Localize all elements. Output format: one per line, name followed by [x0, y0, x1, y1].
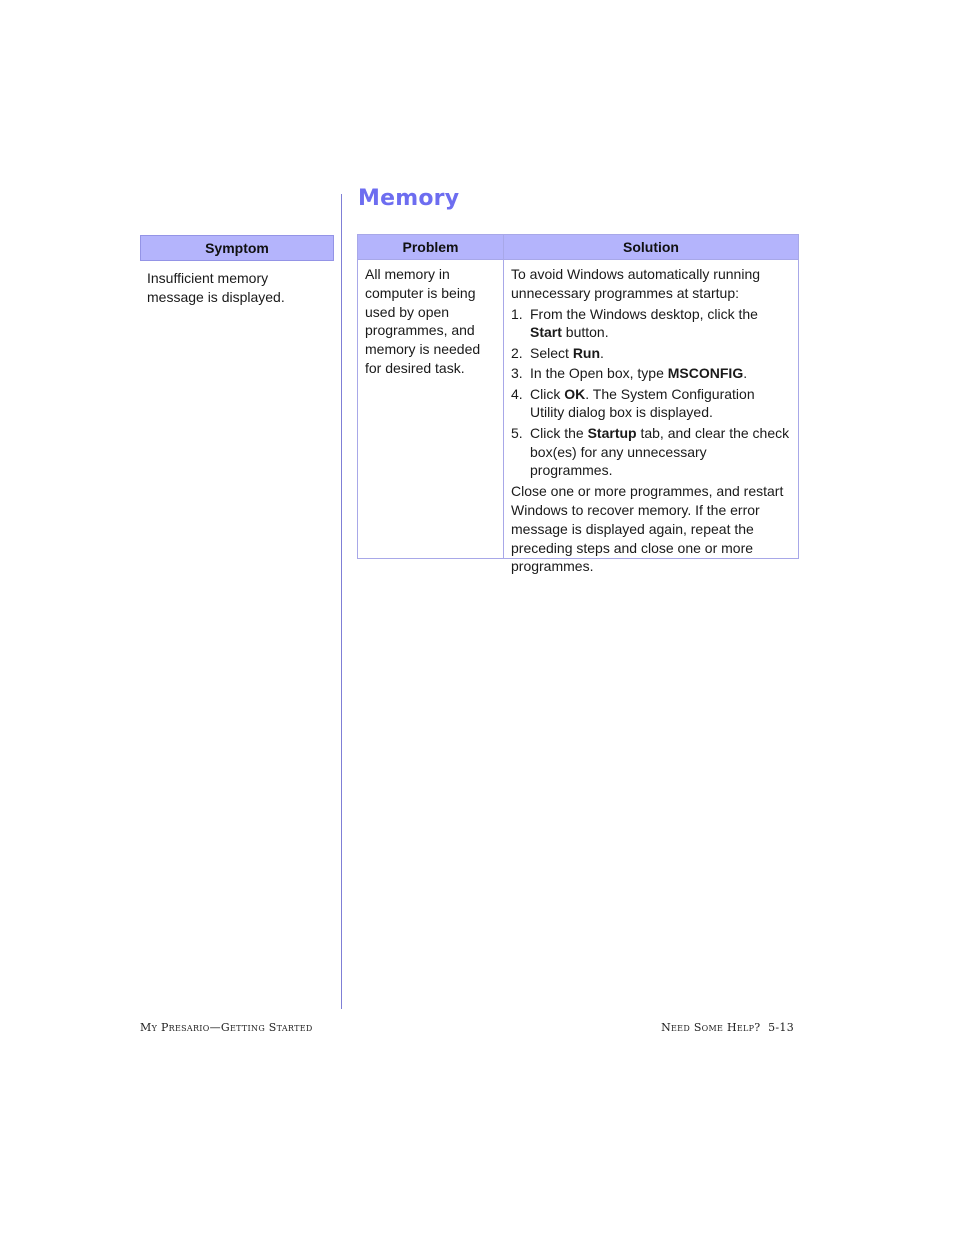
problem-text: All memory in computer is being used by open programmes, and memory is needed for desired task. [365, 266, 481, 376]
step-emphasis: OK [564, 385, 586, 402]
step-text: . The System Configuration Utility dialog box is displayed. [530, 385, 755, 421]
step-number: 1. [511, 305, 523, 322]
symptom-table [140, 235, 334, 307]
footer-doc-title: My Presario—Getting Started [140, 1021, 313, 1034]
step-number: 3. [511, 365, 523, 382]
page-number: 5-13 [768, 1021, 794, 1034]
footer-section: Need Some Help? [661, 1021, 761, 1034]
footer-left [140, 1021, 313, 1034]
step-number: 4. [511, 385, 523, 402]
symptom-header: Symptom [140, 235, 334, 261]
step-text: button. [561, 324, 609, 341]
step-emphasis: Start [530, 324, 562, 341]
step-text: tab, and clear the check box(es) for any unnecessary programmes. [530, 424, 790, 479]
step-text: Select [530, 344, 573, 361]
problem-solution-table [357, 234, 799, 575]
solution-after: Close one or more programmes, and restart Windows to recover memory. If the error message is displayed again, repeat the preceding steps and close one or more programmes. [511, 483, 784, 575]
step-emphasis: Startup [587, 424, 637, 441]
problem-column [358, 235, 504, 558]
step-emphasis: Run [572, 344, 601, 361]
problem-header: Problem [358, 235, 503, 260]
solution-steps [511, 305, 792, 481]
solution-intro: To avoid Windows automatically running unnecessary programmes at startup: [511, 266, 761, 301]
step-text: Click [530, 385, 565, 402]
solution-header: Solution [504, 235, 798, 260]
solution-step [511, 305, 792, 343]
step-number: 5. [511, 424, 523, 441]
solution-step [511, 344, 792, 363]
step-text: In the Open box, type [530, 365, 668, 382]
step-number: 2. [511, 344, 523, 361]
solution-step [511, 364, 792, 383]
solution-column [504, 235, 798, 575]
solution-step [511, 424, 792, 480]
vertical-rule [341, 194, 342, 1009]
step-text: Click the [530, 424, 588, 441]
step-text: . [743, 365, 748, 382]
step-text: . [600, 344, 604, 361]
symptom-text: Insufficient memory message is displayed. [147, 270, 285, 305]
footer-right [661, 1021, 794, 1034]
step-text: From the Windows desktop, click the [530, 305, 758, 322]
solution-cell [504, 260, 798, 576]
solution-step [511, 385, 792, 423]
step-emphasis: MSCONFIG [667, 365, 744, 382]
section-title: Memory [358, 186, 460, 211]
